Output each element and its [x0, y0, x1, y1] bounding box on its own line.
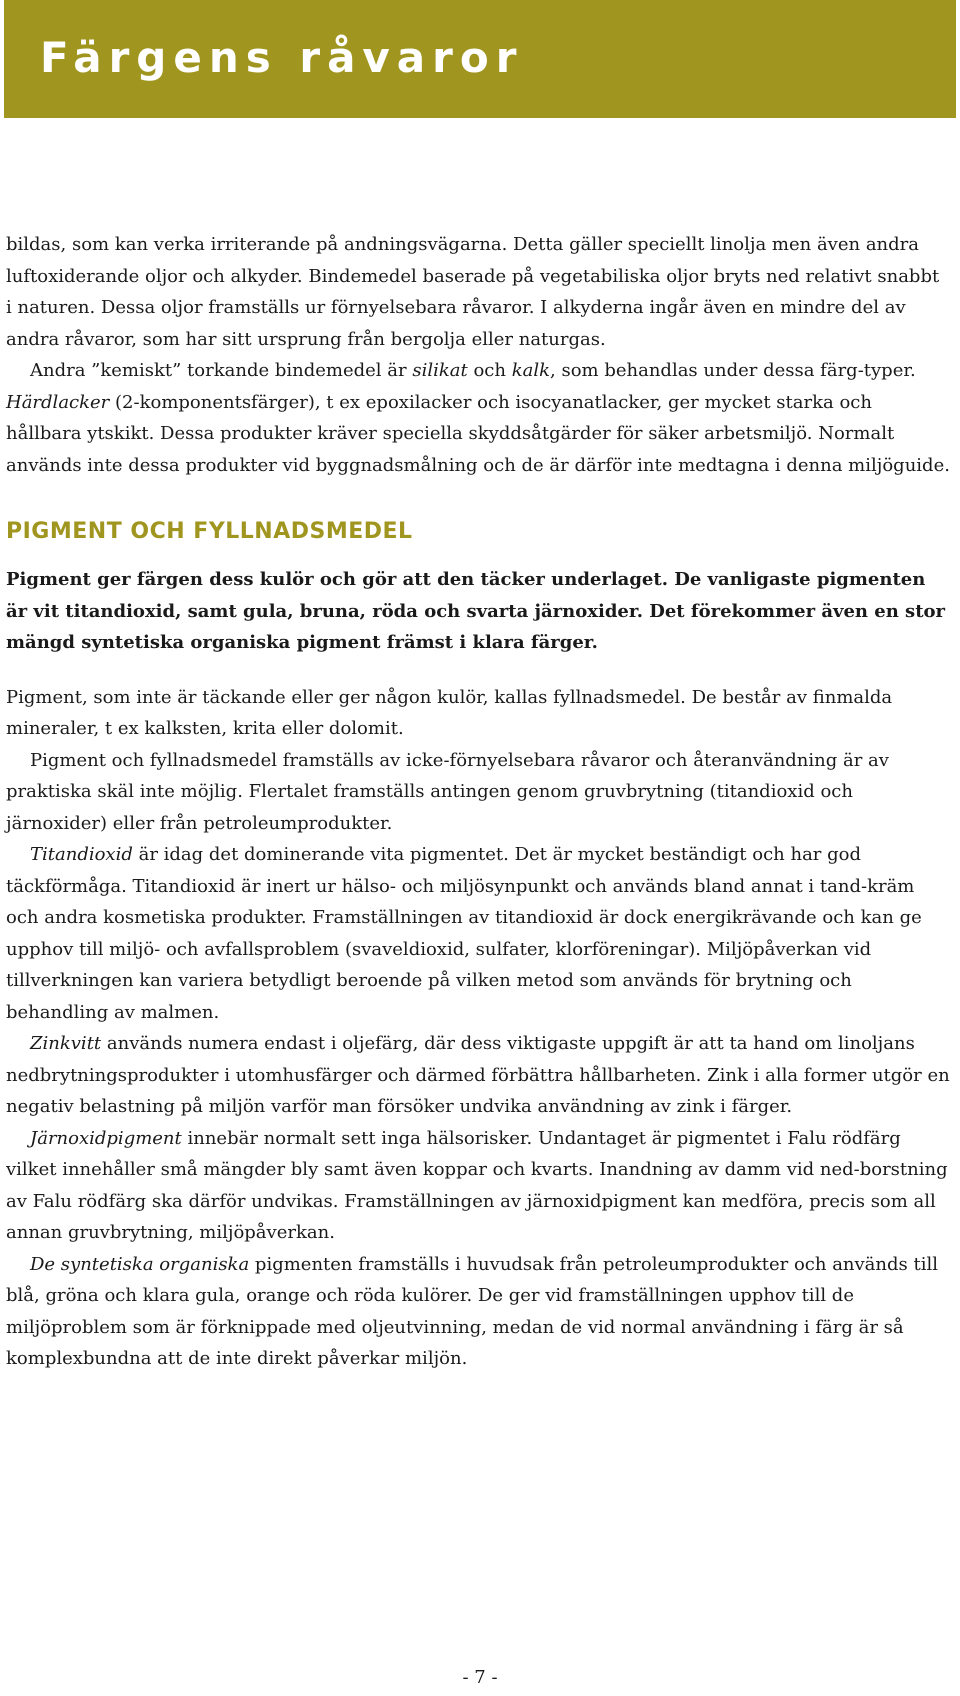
term-syntetiska-organiska: De syntetiska organiska [30, 1253, 250, 1275]
text-span: , som behandlas under dessa färg-typer. [550, 360, 916, 381]
lead-paragraph: Pigment ger färgen dess kulör och gör att den täcker underlaget. De vanligaste pigmenten är vit titandioxid, samt gula, bruna, röda och svarta järnoxider. Det förekommer även en stor mängd syntetiska organiska pigment främst i klara färger. [6, 569, 945, 653]
intro-paragraph-1: bildas, som kan verka irriterande på andningsvägarna. Detta gäller speciellt linolja men även andra luftoxiderande oljor och alkyder. Bindemedel baserade på vegetabiliska oljor bryts ned relativt snabbt i naturen. Dessa oljor framställs ur förnyelsebara råvaror. I alkyderna ingår även en mindre del av andra råvaror, som har sitt ursprung från bergolja eller naturgas. [6, 234, 940, 350]
page-title: Färgens råvaror [40, 33, 524, 82]
body-paragraph-4 [6, 1028, 950, 1123]
term-silikat: silikat [412, 360, 468, 381]
text-span: och [467, 360, 512, 381]
term-zinkvitt: Zinkvitt [30, 1033, 102, 1054]
text-span: innebär normalt sett inga hälsorisker. Undantaget är pigmentet i Falu rödfärg vilket innehåller små mängder bly samt även koppar och kvarts. Inandning av damm vid ned-borstning av Falu rödfärg ska därför undvikas. Framställningen av järnoxidpigment kan medföra, precis som all annan gruvbrytning, miljöpåverkan. [6, 1127, 948, 1243]
text-span: pigmenten framställs i huvudsak från petroleumprodukter och används till blå, gröna och klara gula, orange och röda kulörer. De ger vid framställningen upphov till de miljöproblem som är förknippade med oljeutvinning, medan de vid normal användning i färg är så komplexbundna att de inte direkt påverkar miljön. [6, 1253, 938, 1369]
text-span: (2-komponentsfärger), t ex epoxilacker och isocyanatlacker, ger mycket starka och hållbara ytskikt. Dessa produkter kräver speciella skyddsåtgärder för säker arbetsmiljö. Normalt används inte dessa produkter vid byggnadsmålning och de är därför inte medtagna i denna miljöguide. [6, 391, 950, 476]
term-hardlacker: Härdlacker [6, 391, 110, 413]
body-paragraph-1: Pigment, som inte är täckande eller ger någon kulör, kallas fyllnadsmedel. De består av finmalda mineraler, t ex kalksten, krita eller dolomit. [6, 686, 893, 739]
text-span: används numera endast i oljefärg, där dess viktigaste uppgift är att ta hand om linoljans nedbrytningsprodukter i utomhusfärger och därmed förbättra hållbarheten. Zink i alla former utgör en negativ belastning på miljön varför man försöker undvika användning av zink i färger. [6, 1033, 950, 1117]
main-content [6, 229, 950, 1375]
page-number: - 7 - [462, 1667, 498, 1688]
body-paragraph-2: Pigment och fyllnadsmedel framställs av icke-förnyelsebara råvaror och återanvändning är av praktiska skäl inte möjlig. Flertalet framställs antingen genom gruvbrytning (titandioxid och järnoxider) eller från petroleumprodukter. [6, 749, 889, 834]
term-jarnoxidpigment: Järnoxidpigment [30, 1127, 182, 1149]
term-kalk: kalk [511, 360, 551, 381]
intro-paragraph-2 [6, 355, 950, 481]
section-heading: PIGMENT OCH FYLLNADSMEDEL [6, 519, 413, 544]
text-span: är idag det dominerande vita pigmentet. Det är mycket beständigt och har god täckförmåga. Titandioxid är inert ur hälso- och miljösynpunkt och används bland annat i tand-kräm och andra kosmetiska produkter. Framställningen av titandioxid är dock energikrävande och kan ge upphov till miljö- och avfallsproblem (svaveldioxid, sulfater, klorföreningar). Miljöpåverkan vid tillverkningen kan variera betydligt beroende på vilken metod som används för brytning och behandling av malmen. [6, 844, 922, 1023]
body-paragraph-6 [6, 1249, 950, 1375]
text-span: Andra ”kemiskt” torkande bindemedel är [30, 360, 413, 381]
term-titandioxid: Titandioxid [30, 844, 133, 865]
header-banner [4, 0, 956, 118]
body-paragraph-3 [6, 839, 950, 1028]
body-paragraph-5 [6, 1123, 950, 1249]
